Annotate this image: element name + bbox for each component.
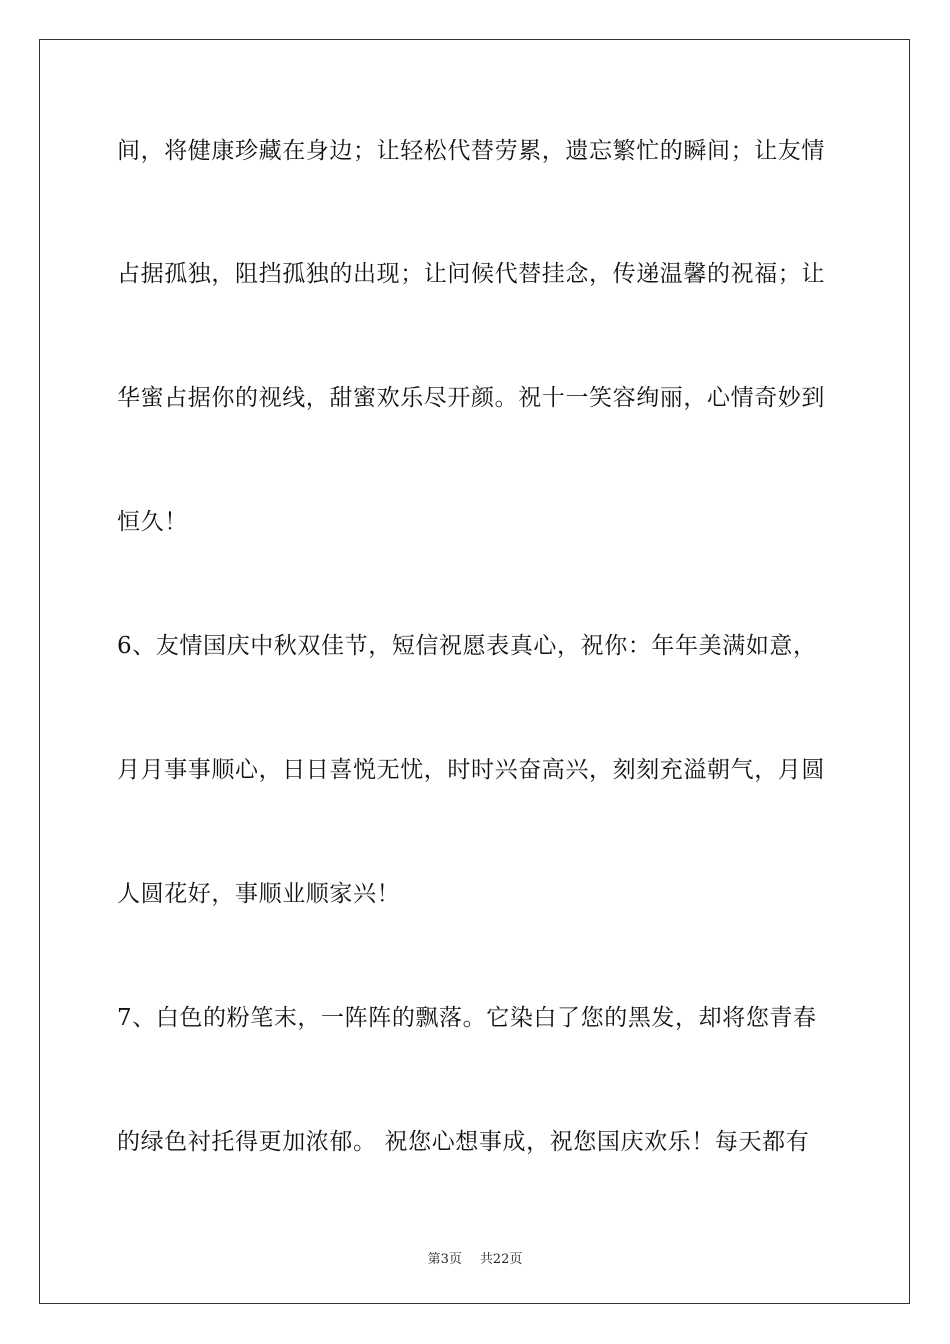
- text-line: 恒久！: [117, 509, 188, 535]
- text-line: 7、白色的粉笔末，一阵阵的飘落。它染白了您的黑发，却将您青春: [117, 1005, 817, 1031]
- text-line: 的绿色衬托得更加浓郁。 祝您心想事成，祝您国庆欢乐！每天都有: [117, 1129, 810, 1155]
- page-number: 第3页: [427, 1252, 462, 1267]
- page-footer: [0, 1248, 950, 1267]
- text-line: 月月事事顺心，日日喜悦无忧，时时兴奋高兴，刻刻充溢朝气，月圆: [117, 757, 825, 783]
- text-line: 6、友情国庆中秋双佳节，短信祝愿表真心，祝你：年年美满如意，: [117, 633, 817, 659]
- text-line: 间，将健康珍藏在身边；让轻松代替劳累，遗忘繁忙的瞬间；让友情: [117, 138, 825, 164]
- text-line: 占据孤独，阻挡孤独的出现；让问候代替挂念，传递温馨的祝福；让: [117, 261, 825, 287]
- text-line: 华蜜占据你的视线，甜蜜欢乐尽开颜。祝十一笑容绚丽，心情奇妙到: [117, 385, 825, 411]
- page-border: [39, 39, 910, 1304]
- total-pages: 共22页: [479, 1252, 523, 1267]
- text-line: 人圆花好，事顺业顺家兴！: [117, 881, 401, 907]
